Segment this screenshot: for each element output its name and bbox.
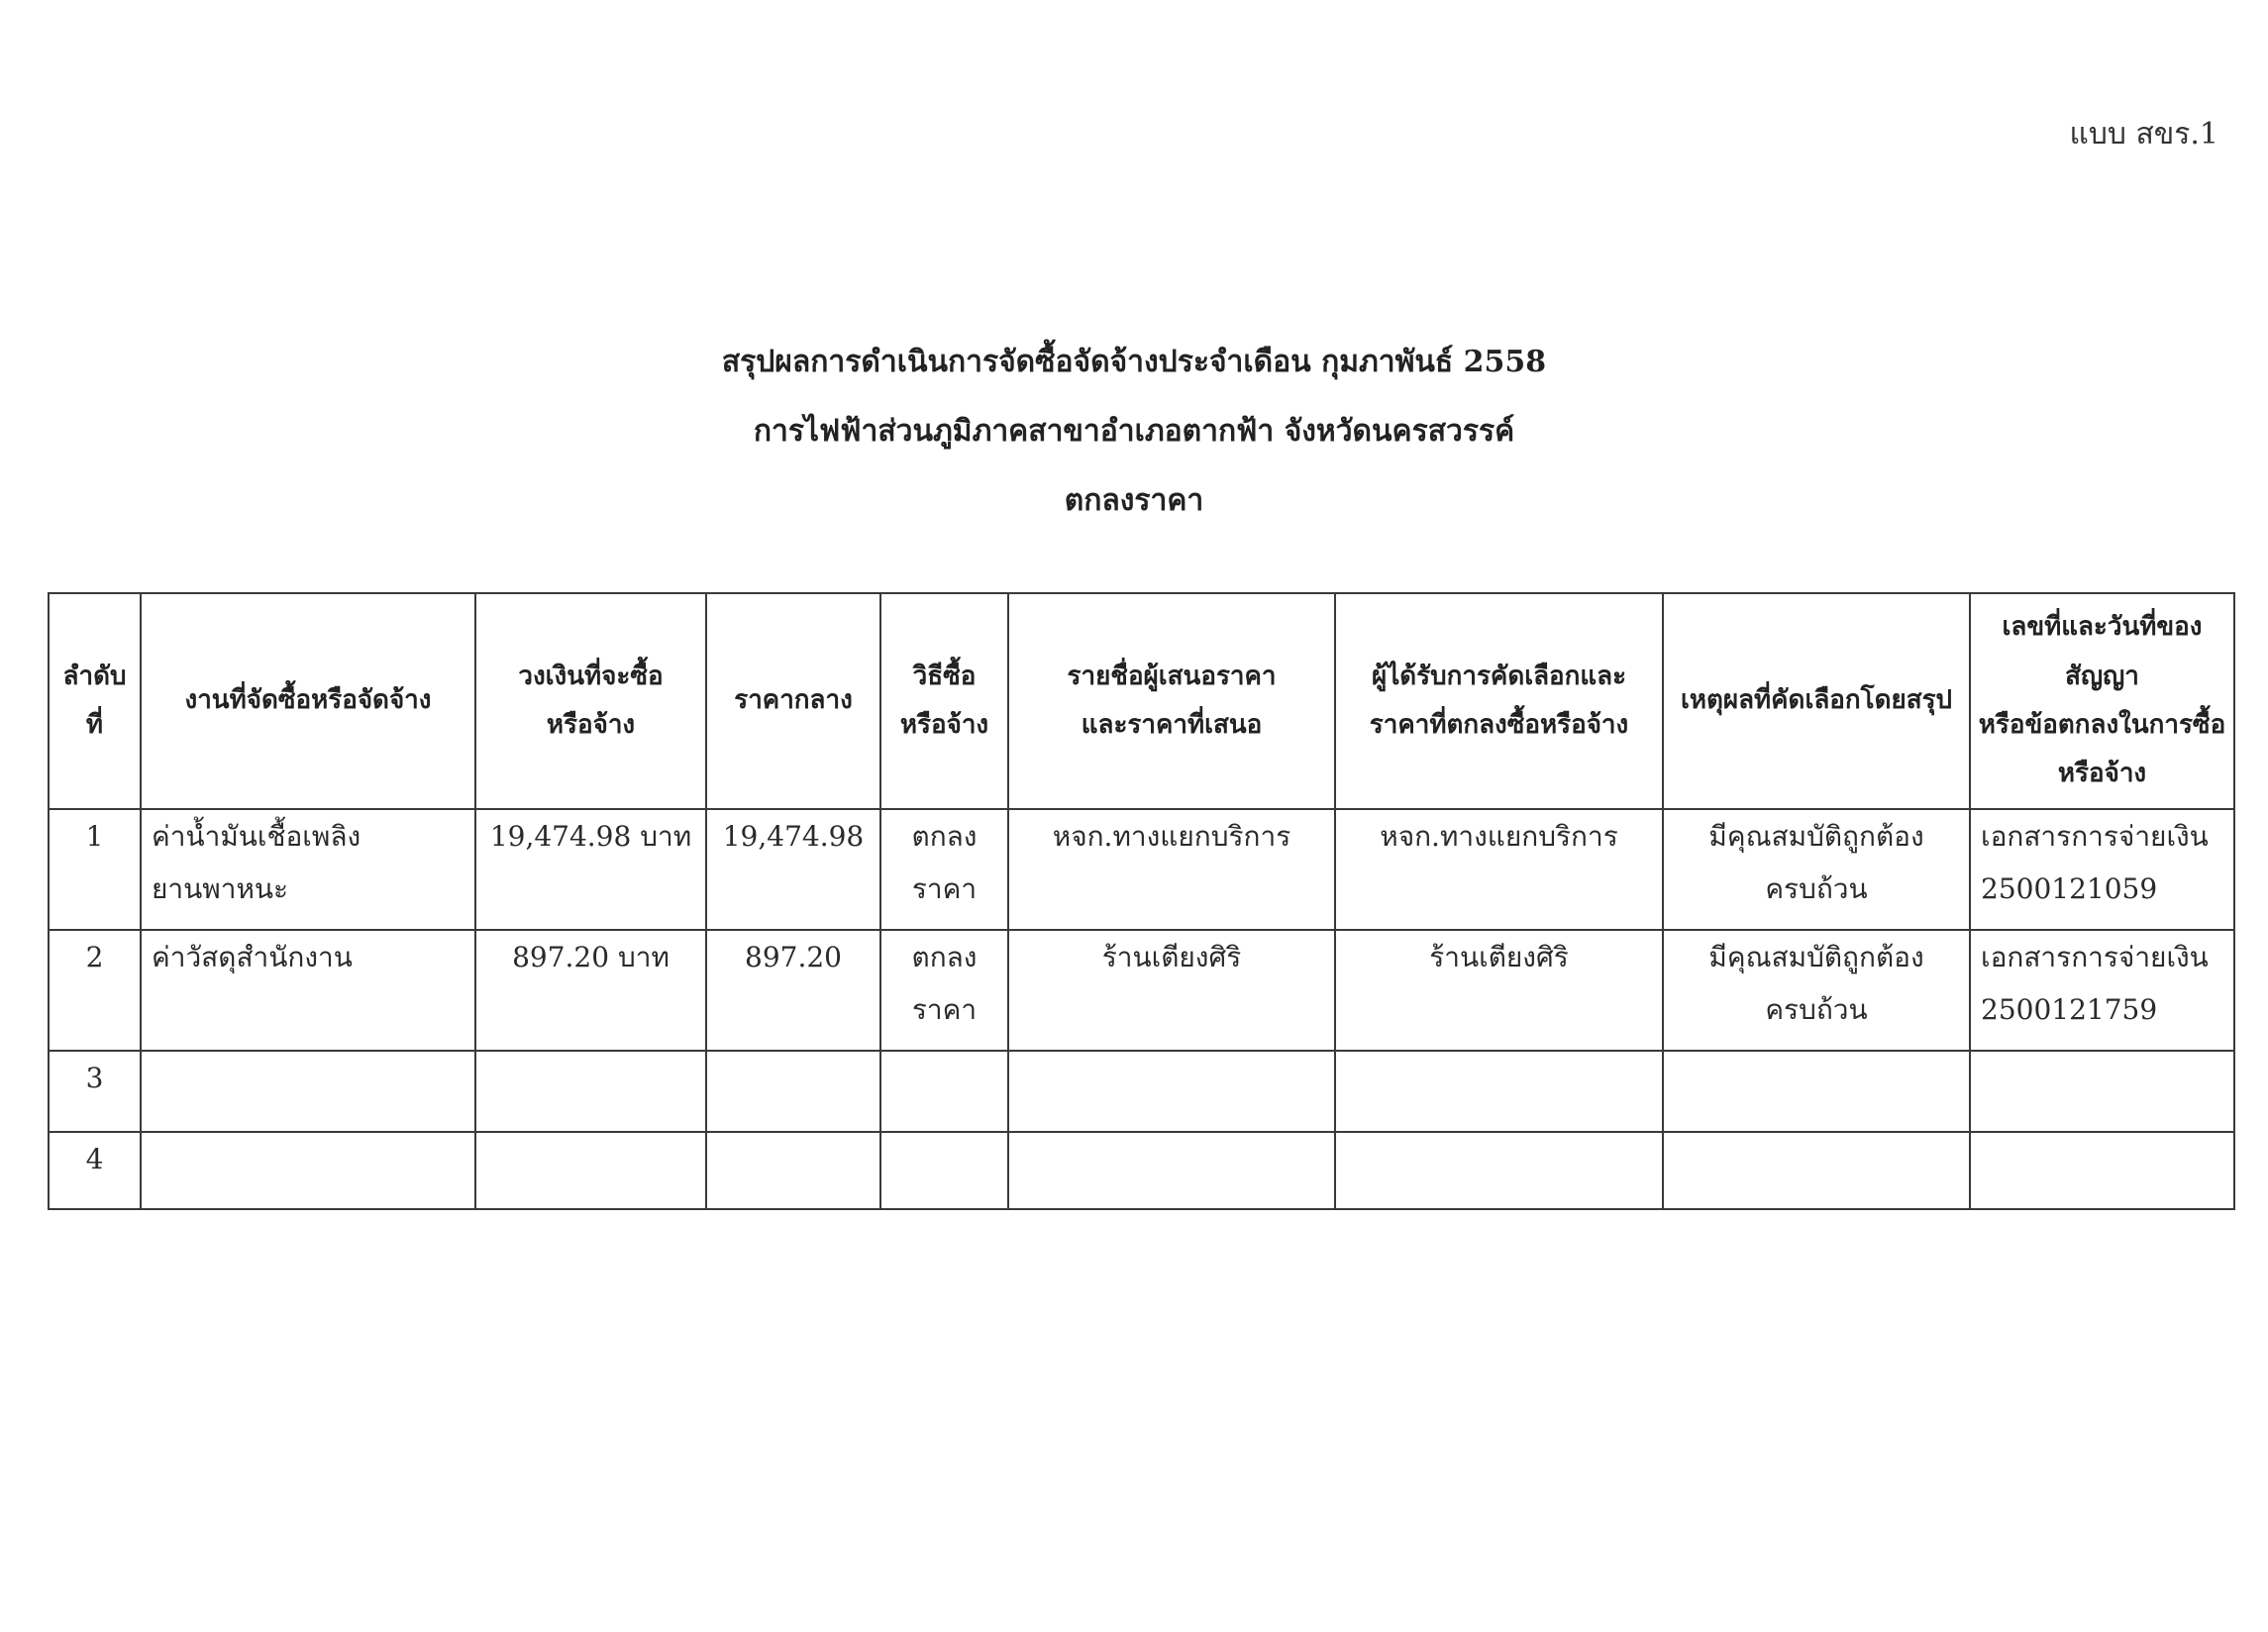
header-contract-line1: เลขที่และวันที่ของ xyxy=(2002,612,2203,643)
cell-selected: หจก.ทางแยกบริการ xyxy=(1335,809,1663,930)
cell-contract-line1: เอกสารการจ่ายเงิน xyxy=(1981,820,2209,853)
cell-item xyxy=(141,1132,475,1209)
header-no-line2: ที่ xyxy=(85,710,104,740)
cell-bidders: ร้านเตียงศิริ xyxy=(1008,930,1335,1051)
table-row xyxy=(49,1132,2234,1209)
cell-method xyxy=(880,809,1008,930)
page-title: สรุปผลการดำเนินการจัดซื้อจัดจ้างประจำเดือน กุมภาพันธ์ 2558 xyxy=(721,345,1547,379)
header-contract xyxy=(1970,593,2234,809)
cell-item-line1: ค่าวัสดุสำนักงาน xyxy=(152,941,353,973)
cell-reason-line2: ครบถ้วน xyxy=(1765,993,1868,1027)
procurement-summary-table xyxy=(48,592,2235,1210)
cell-reason-line1: มีคุณสมบัติถูกต้อง xyxy=(1708,820,1924,853)
cell-method-line1: ตกลง xyxy=(911,820,978,853)
header-bidders xyxy=(1008,593,1335,809)
header-bidders-line1: รายชื่อผู้เสนอราคา xyxy=(1067,661,1277,691)
cell-method-line1: ตกลง xyxy=(911,941,978,973)
header-reason-line1: เหตุผลที่คัดเลือกโดยสรุป xyxy=(1680,685,1953,716)
cell-item-line2: ยานพาหนะ xyxy=(152,872,289,906)
cell-contract xyxy=(1970,1051,2234,1132)
cell-contract xyxy=(1970,1132,2234,1209)
procurement-method-title: ตกลงราคา xyxy=(1064,483,1204,518)
header-selected xyxy=(1335,593,1663,809)
cell-reason-line1: มีคุณสมบัติถูกต้อง xyxy=(1708,941,1924,973)
cell-no: 4 xyxy=(49,1132,141,1209)
cell-contract xyxy=(1970,930,2234,1051)
header-method-line1: วิธีซื้อ xyxy=(912,661,977,691)
header-median-price-line1: ราคากลาง xyxy=(734,685,853,716)
cell-contract-line2: 2500121059 xyxy=(1981,872,2158,906)
cell-median-price xyxy=(706,1051,880,1132)
cell-method xyxy=(880,1051,1008,1132)
cell-bidders xyxy=(1008,1132,1335,1209)
header-no-line1: ลำดับ xyxy=(62,661,127,691)
cell-reason xyxy=(1663,809,1970,930)
table-row xyxy=(49,930,2234,1051)
cell-median-price: 19,474.98 xyxy=(706,809,880,930)
cell-no: 3 xyxy=(49,1051,141,1132)
header-selected-line1: ผู้ได้รับการคัดเลือกและ xyxy=(1371,661,1627,691)
cell-contract-line1: เอกสารการจ่ายเงิน xyxy=(1981,941,2209,973)
cell-reason-line2: ครบถ้วน xyxy=(1765,872,1868,906)
cell-selected: ร้านเตียงศิริ xyxy=(1335,930,1663,1051)
cell-budget xyxy=(475,1132,706,1209)
cell-selected xyxy=(1335,1051,1663,1132)
header-selected-line2: ราคาที่ตกลงซื้อหรือจ้าง xyxy=(1369,710,1629,740)
cell-reason xyxy=(1663,1051,1970,1132)
header-contract-line2: สัญญา xyxy=(2065,661,2139,691)
cell-item xyxy=(141,1051,475,1132)
cell-contract-line2: 2500121759 xyxy=(1981,993,2158,1027)
cell-item-line1: ค่าน้ำมันเชื้อเพลิง xyxy=(152,820,361,853)
cell-no: 1 xyxy=(49,809,141,930)
cell-bidders: หจก.ทางแยกบริการ xyxy=(1008,809,1335,930)
header-method xyxy=(880,593,1008,809)
table-header-row xyxy=(49,593,2234,809)
cell-method-line2: ราคา xyxy=(911,872,978,906)
cell-reason xyxy=(1663,1132,1970,1209)
header-item xyxy=(141,593,475,809)
header-bidders-line2: และราคาที่เสนอ xyxy=(1081,710,1263,740)
header-contract-line4: หรือจ้าง xyxy=(2057,759,2147,789)
header-contract-line3: หรือข้อตกลงในการซื้อ xyxy=(1978,710,2226,740)
form-code: แบบ สขร.1 xyxy=(2069,117,2218,152)
cell-median-price xyxy=(706,1132,880,1209)
organization-name: การไฟฟ้าส่วนภูมิภาคสาขาอำเภอตากฟ้า จังหวัดนครสวรรค์ xyxy=(753,414,1515,449)
cell-item xyxy=(141,809,475,930)
header-method-line2: หรือจ้าง xyxy=(899,710,989,740)
table-row xyxy=(49,809,2234,930)
cell-selected xyxy=(1335,1132,1663,1209)
cell-contract xyxy=(1970,809,2234,930)
cell-method-line2: ราคา xyxy=(911,993,978,1027)
header-no xyxy=(49,593,141,809)
cell-bidders xyxy=(1008,1051,1335,1132)
cell-budget xyxy=(475,1051,706,1132)
header-reason xyxy=(1663,593,1970,809)
cell-median-price: 897.20 xyxy=(706,930,880,1051)
cell-method xyxy=(880,1132,1008,1209)
cell-method xyxy=(880,930,1008,1051)
cell-reason xyxy=(1663,930,1970,1051)
cell-budget: 897.20 บาท xyxy=(475,930,706,1051)
header-budget-line1: วงเงินที่จะซื้อ xyxy=(518,661,664,691)
cell-budget: 19,474.98 บาท xyxy=(475,809,706,930)
cell-item xyxy=(141,930,475,1051)
header-budget xyxy=(475,593,706,809)
header-budget-line2: หรือจ้าง xyxy=(546,710,636,740)
header-median-price xyxy=(706,593,880,809)
table-row xyxy=(49,1051,2234,1132)
header-item-line1: งานที่จัดซื้อหรือจัดจ้าง xyxy=(184,685,432,716)
cell-no: 2 xyxy=(49,930,141,1051)
